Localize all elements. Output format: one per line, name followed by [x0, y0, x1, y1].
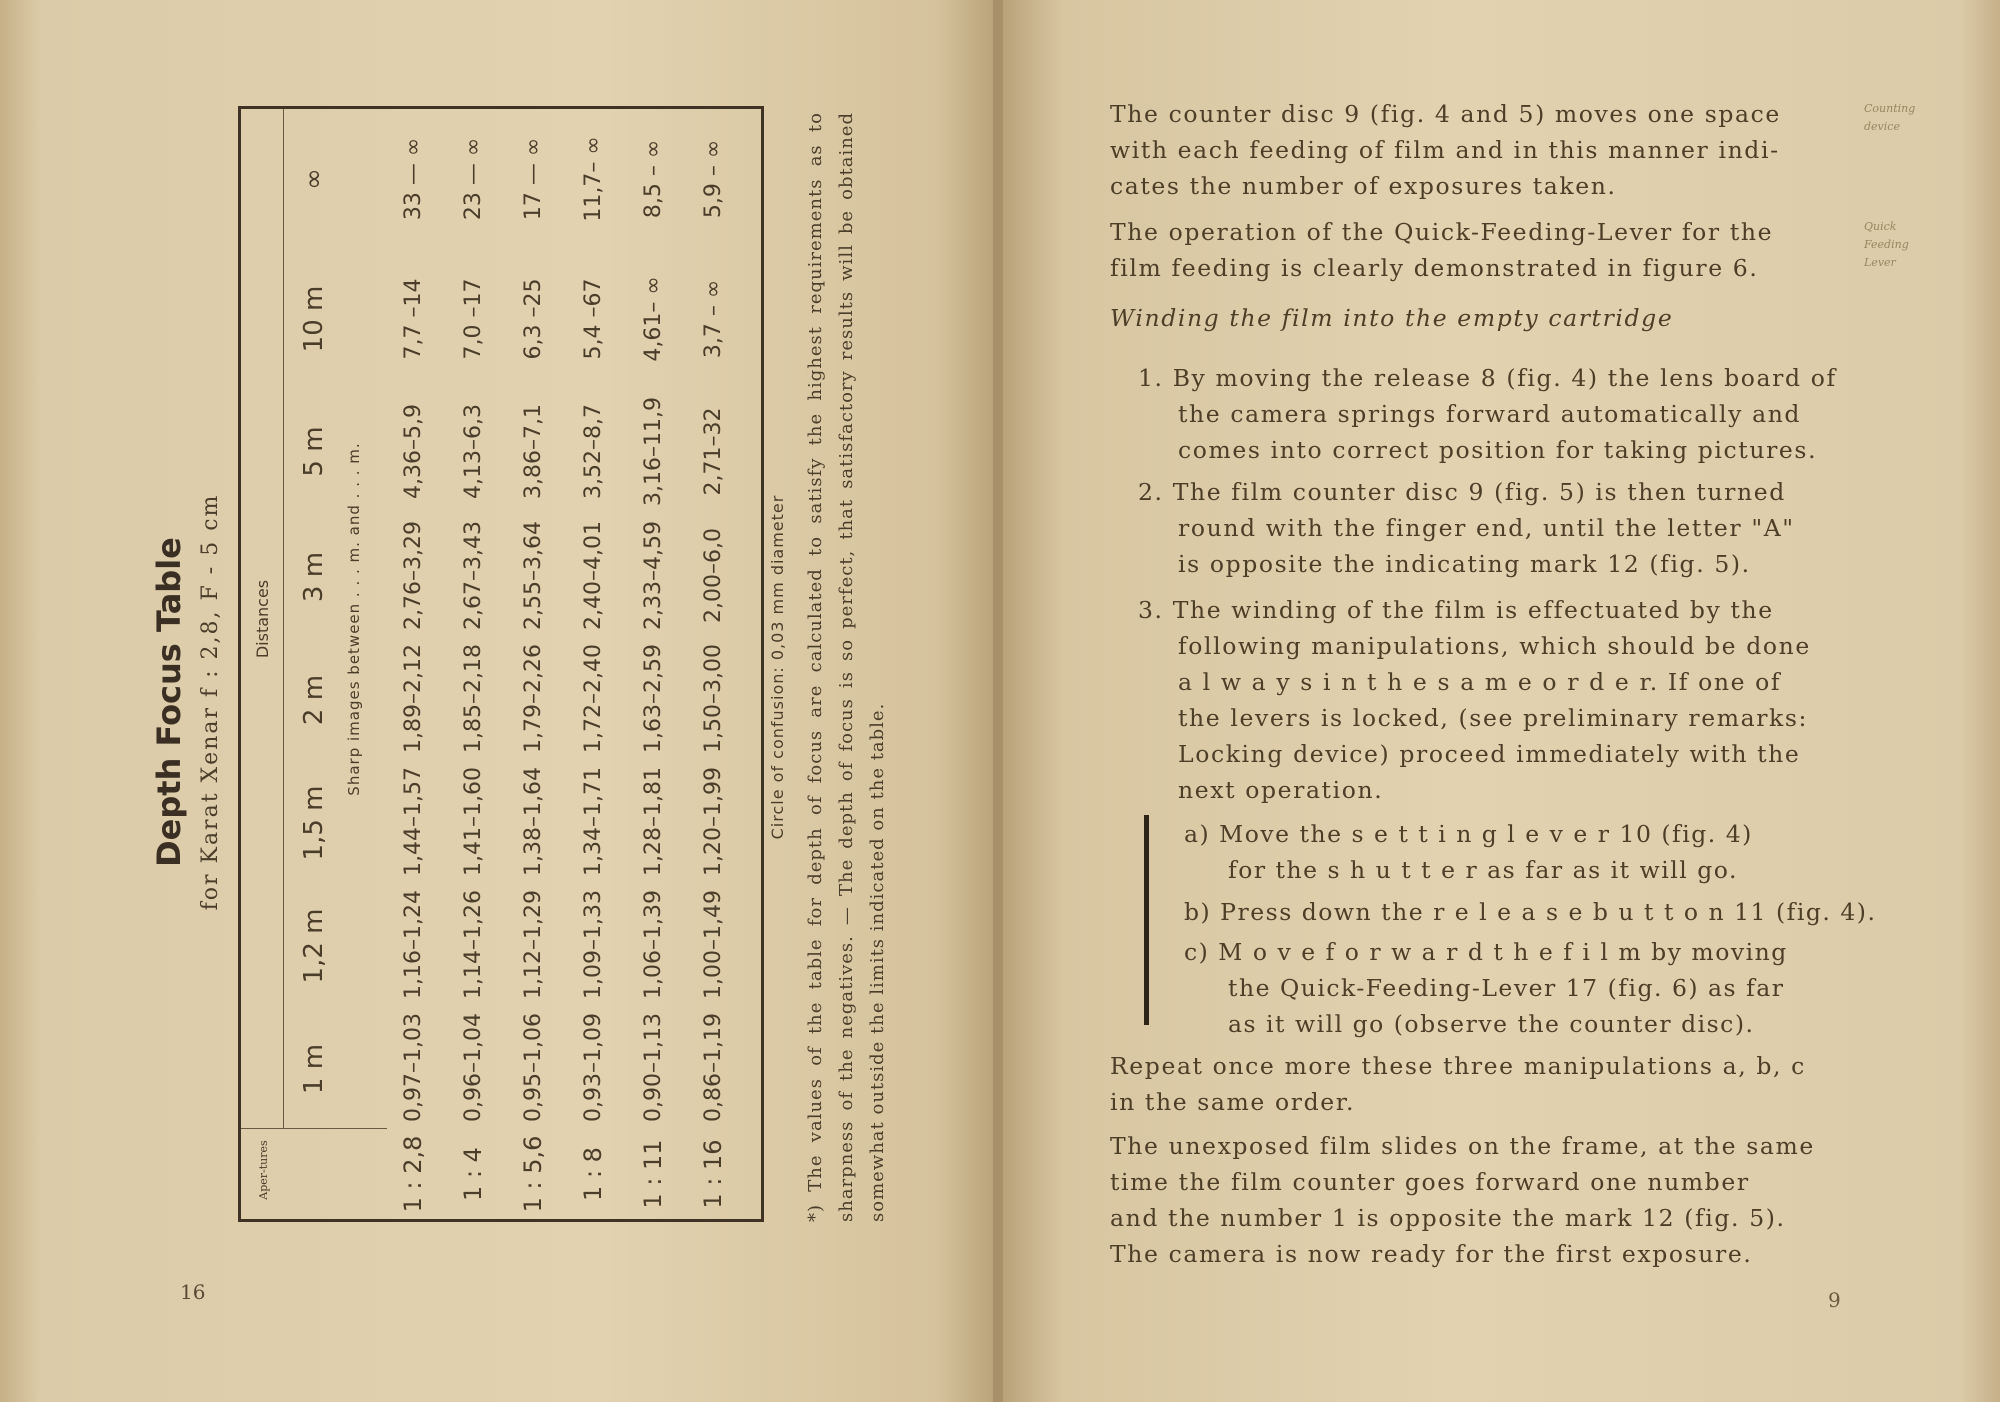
table-cell: 1,14–1,26 — [461, 890, 486, 999]
table-cell: 2,71–32 — [701, 407, 726, 496]
table-cell: 0,86–1,19 — [701, 1013, 726, 1122]
item1-line: the camera springs forward automatically and — [1178, 400, 1802, 428]
item2-line: is opposite the indicating mark 12 (fig. 5). — [1178, 550, 1751, 578]
table-cell: 4,13–6,3 — [461, 404, 486, 499]
item1-line: 1. By moving the release 8 (fig. 4) the lens board of — [1138, 364, 1837, 392]
table-cell: 4,61– ∞ — [641, 276, 666, 362]
sub-step-c-cont: the Quick-Feeding-Lever 17 (fig. 6) as far — [1228, 974, 1785, 1002]
margin-bar — [1144, 815, 1149, 1025]
para4-line: The camera is now ready for the first exposure. — [1110, 1240, 1753, 1268]
table-cell: 3,86–7,1 — [521, 404, 546, 499]
para3-line: in the same order. — [1110, 1088, 1356, 1116]
item3-line: following manipulations, which should be done — [1178, 632, 1811, 660]
aperture-11: 1 : 11 — [639, 1139, 667, 1209]
margin-note-quick-feeding: Quick Feeding Lever — [1864, 220, 1909, 269]
sub-step-a: a) Move the s e t t i n g l e v e r 10 (fig. 4) — [1184, 820, 1753, 848]
circle-of-confusion: Circle of confusion: 0,03 mm diameter — [768, 494, 787, 840]
table-cell: 8,5 – ∞ — [641, 139, 666, 219]
para4-line: time the film counter goes forward one number — [1110, 1168, 1750, 1196]
para2-line: film feeding is clearly demonstrated in figure 6. — [1110, 254, 1759, 282]
table-cell: 1,34–1,71 — [581, 767, 606, 876]
table-cell: 0,95–1,06 — [521, 1013, 546, 1122]
aperture-4: 1 : 4 — [459, 1147, 487, 1201]
sharp-images-header: Sharp images between . . . m. and . . . m. — [345, 442, 363, 796]
distances-header: Distances — [253, 579, 272, 659]
table-cell: 1,89–2,12 — [401, 644, 426, 753]
column-header-10m: 10 m — [299, 285, 329, 353]
table-cell: 33 — ∞ — [401, 137, 426, 221]
para4-line: and the number 1 is opposite the mark 12 (fig. 5). — [1110, 1204, 1786, 1232]
page-number-left: 16 — [180, 1280, 206, 1304]
sub-step-b: b) Press down the r e l e a s e b u t t o n 11 (fig. 4). — [1184, 898, 1877, 926]
aperture-16: 1 : 16 — [699, 1139, 727, 1209]
item2-line: 2. The film counter disc 9 (fig. 5) is then turned — [1138, 478, 1786, 506]
table-cell: 4,36–5,9 — [401, 404, 426, 499]
column-header-1m: 1 m — [299, 1043, 329, 1095]
table-cell: 1,16–1,24 — [401, 890, 426, 999]
item2-line: round with the finger end, until the letter "A" — [1178, 514, 1795, 542]
sub-step-c-cont: as it will go (observe the counter disc). — [1228, 1010, 1755, 1038]
table-cell: 1,79–2,26 — [521, 644, 546, 753]
para2-line: The operation of the Quick-Feeding-Lever for the — [1110, 218, 1774, 246]
table-cell: 1,41–1,60 — [461, 767, 486, 876]
table-cell: 2,55–3,64 — [521, 521, 546, 630]
table-cell: 0,96–1,04 — [461, 1013, 486, 1122]
table-cell: 0,97–1,03 — [401, 1013, 426, 1122]
item3-line: a l w a y s i n t h e s a m e o r d e r. If one of — [1178, 668, 1782, 696]
column-header-2m: 2 m — [299, 674, 329, 726]
page-number-right: 9 — [1828, 1288, 1841, 1312]
item3-line: next operation. — [1178, 776, 1384, 804]
table-cell: 7,7 –14 — [401, 278, 426, 360]
table-cell: 1,28–1,81 — [641, 767, 666, 876]
table-subtitle: for Karat Xenar f : 2,8, F - 5 cm — [198, 493, 223, 911]
item3-line: 3. The winding of the film is effectuated by the — [1138, 596, 1774, 624]
column-header-1-5m: 1,5 m — [299, 785, 329, 861]
para4-line: The unexposed film slides on the frame, at the same — [1110, 1132, 1815, 1160]
aperture-2-8: 1 : 2,8 — [399, 1135, 427, 1213]
table-cell: 11,7– ∞ — [581, 136, 606, 222]
column-header-infinity: ∞ — [299, 168, 329, 190]
table-cell: 1,38–1,64 — [521, 767, 546, 876]
table-cell: 23 — ∞ — [461, 137, 486, 221]
table-cell: 1,72–2,40 — [581, 644, 606, 753]
table-cell: 5,9 – ∞ — [701, 139, 726, 219]
item1-line: comes into correct position for taking pictures. — [1178, 436, 1818, 464]
table-cell: 17 — ∞ — [521, 137, 546, 221]
column-header-5m: 5 m — [299, 426, 329, 477]
table-footnote: *) The values of the table for depth of focus are calculated to satisfy the highest requirements as to sharpness of the negatives. — The depth of focus is so perfect, that satisfactory results will be obtained somewhat outside the limits indicated on the table. — [805, 112, 888, 1222]
table-cell: 2,76–3,29 — [401, 521, 426, 630]
para1-line: cates the number of exposures taken. — [1110, 172, 1617, 200]
item3-line: Locking device) proceed immediately with the — [1178, 740, 1801, 768]
table-cell: 1,85–2,18 — [461, 644, 486, 753]
depth-focus-table-rotated — [140, 102, 900, 1302]
table-cell: 0,93–1,09 — [581, 1013, 606, 1122]
table-cell: 1,09–1,33 — [581, 890, 606, 999]
column-header-1-2m: 1,2 m — [299, 908, 329, 984]
table-cell: 2,00–6,0 — [701, 528, 726, 623]
table-cell: 6,3 –25 — [521, 278, 546, 360]
table-cell: 2,40–4,01 — [581, 521, 606, 630]
table-cell: 1,12–1,29 — [521, 890, 546, 999]
sub-step-c: c) M o v e f o r w a r d t h e f i l m by moving — [1184, 938, 1788, 966]
table-cell: 1,63–2,59 — [641, 644, 666, 753]
table-cell: 1,00–1,49 — [701, 890, 726, 999]
table-cell: 1,44–1,57 — [401, 767, 426, 876]
table-cell: 1,50–3,00 — [701, 644, 726, 753]
apertures-header: Aper-tures — [257, 1140, 270, 1200]
table-title: Depth Focus Table — [150, 537, 188, 867]
para1-line: The counter disc 9 (fig. 4 and 5) moves one space — [1110, 100, 1781, 128]
table-cell: 2,67–3,43 — [461, 521, 486, 630]
para3-line: Repeat once more these three manipulations a, b, c — [1110, 1052, 1806, 1080]
aperture-8: 1 : 8 — [579, 1147, 607, 1201]
table-cell: 0,90–1,13 — [641, 1013, 666, 1122]
table-cell: 3,52–8,7 — [581, 404, 606, 499]
distances-rule — [283, 109, 284, 1129]
table-cell: 2,33–4,59 — [641, 521, 666, 630]
table-cell: 3,7 – ∞ — [701, 279, 726, 359]
table-cell: 1,20–1,99 — [701, 767, 726, 876]
sub-step-a-cont: for the s h u t t e r as far as it will go. — [1228, 856, 1738, 884]
table-cell: 1,06–1,39 — [641, 890, 666, 999]
table-cell: 5,4 –67 — [581, 278, 606, 360]
item3-line: the levers is locked, (see preliminary remarks: — [1178, 704, 1809, 732]
column-header-3m: 3 m — [299, 551, 329, 603]
margin-note-counting: Counting device — [1864, 102, 1916, 133]
para1-line: with each feeding of film and in this manner indi- — [1110, 136, 1780, 164]
table-cell: 3,16–11,9 — [641, 397, 666, 506]
section-heading: Winding the film into the empty cartridge — [1110, 304, 1674, 332]
table-cell: 7,0 –17 — [461, 278, 486, 360]
aperture-5-6: 1 : 5,6 — [519, 1135, 547, 1213]
depth-table — [238, 106, 764, 1222]
